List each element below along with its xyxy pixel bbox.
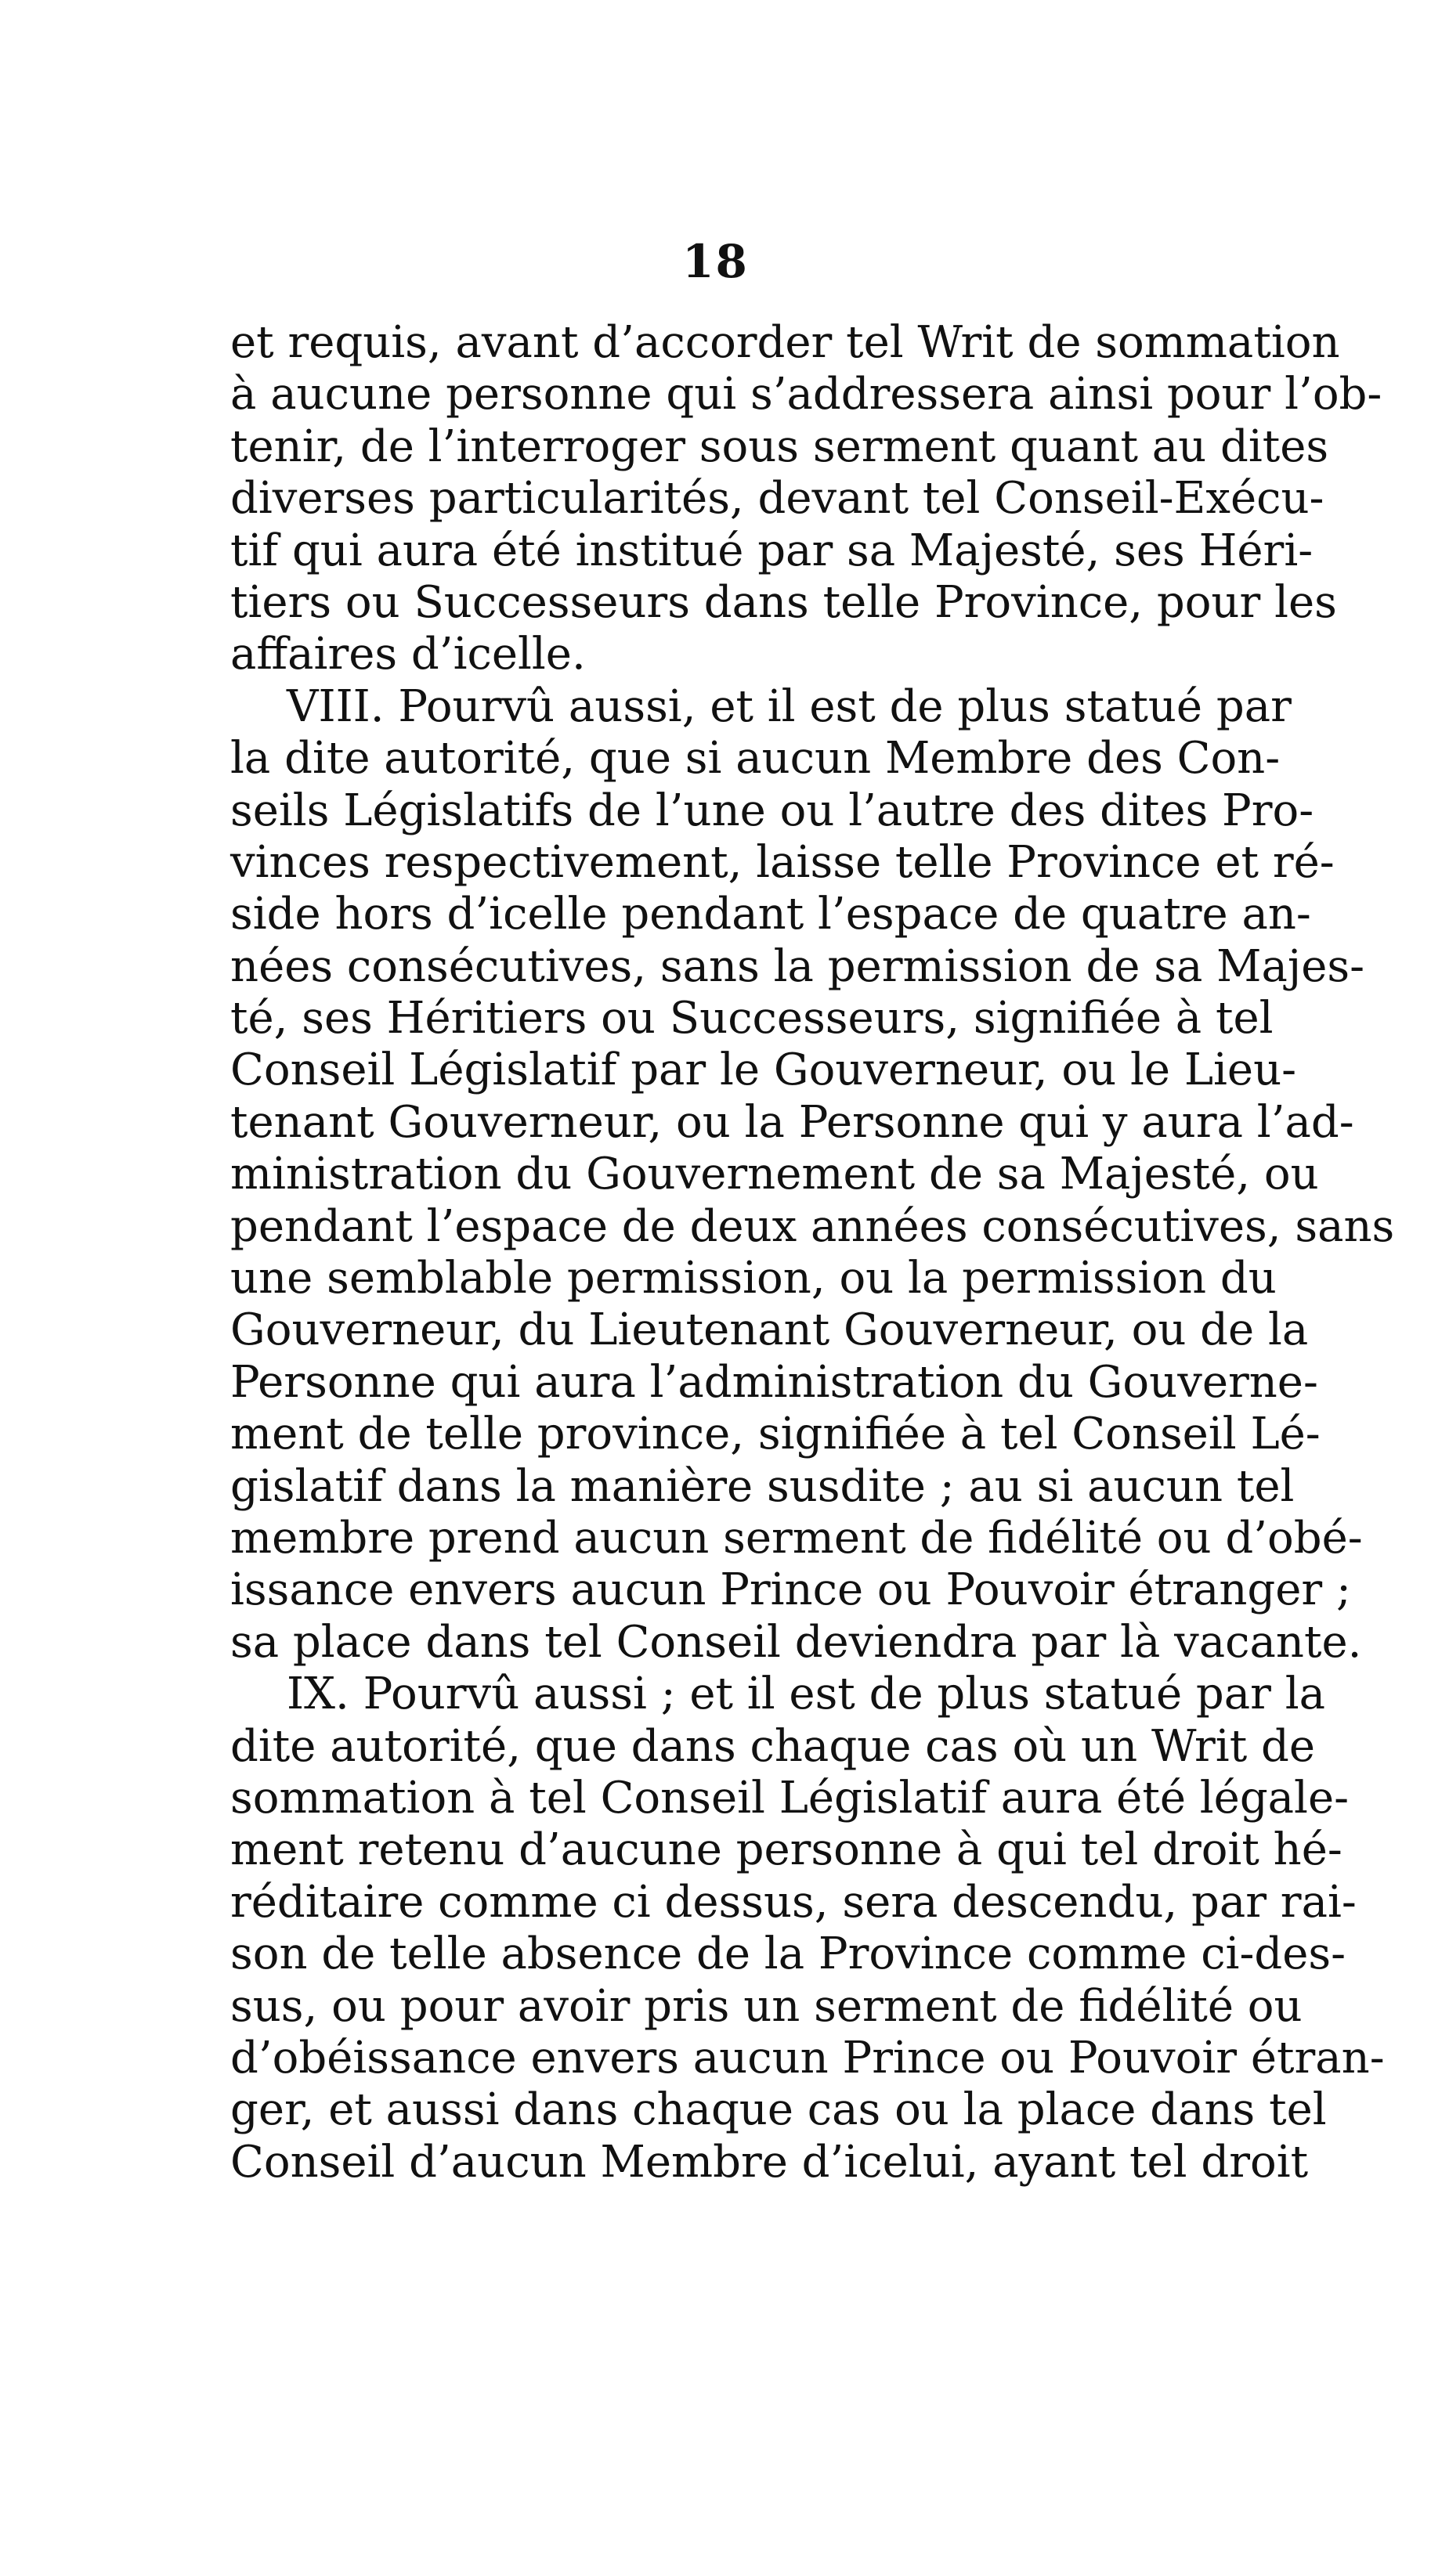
text-line: Conseil Législatif par le Gouverneur, ou le Lieu- (230, 1044, 1297, 1096)
text-line: ger, et aussi dans chaque cas ou la place dans tel (230, 2084, 1327, 2136)
text-line: side hors d’icelle pendant l’espace de quatre an- (230, 889, 1311, 940)
text-line: Conseil d’aucun Membre d’icelui, ayant tel droit (230, 2136, 1309, 2188)
section-ix-heading-line: IX. Pourvû aussi ; et il est de plus statué par la (287, 1669, 1326, 1720)
text-line: son de telle absence de la Province comme ci-des- (230, 1928, 1346, 1980)
text-line: sommation à tel Conseil Législatif aura été légale- (230, 1772, 1350, 1824)
text-line: sa place dans tel Conseil deviendra par là vacante. (230, 1616, 1362, 1668)
text-line: tenant Gouverneur, ou la Personne qui y aura l’ad- (230, 1096, 1354, 1148)
text-line: tenir, de l’interroger sous serment quant au dites (230, 420, 1329, 472)
page-number: 18 (682, 235, 749, 288)
text-line: seils Législatifs de l’une ou l’autre des dites Pro- (230, 785, 1314, 836)
text-line: issance envers aucun Prince ou Pouvoir étranger ; (230, 1564, 1351, 1616)
text-line: membre prend aucun serment de fidélité ou d’obé- (230, 1512, 1363, 1564)
text-line: ministration du Gouvernement de sa Majesté, ou (230, 1149, 1319, 1200)
text-line: té, ses Héritiers ou Successeurs, signifiée à tel (230, 993, 1274, 1044)
section-viii-heading-line: VIII. Pourvû aussi, et il est de plus statué par (287, 680, 1292, 732)
text-line: Gouverneur, du Lieutenant Gouverneur, ou de la (230, 1304, 1309, 1356)
text-line: et requis, avant d’accorder tel Writ de sommation (230, 317, 1340, 368)
text-line: gislatif dans la manière susdite ; au si aucun tel (230, 1460, 1295, 1512)
text-line: ment de telle province, signifiée à tel Conseil Lé- (230, 1409, 1321, 1460)
text-line: réditaire comme ci dessus, sera descendu, par rai- (230, 1876, 1357, 1928)
text-line: dite autorité, que dans chaque cas où un Writ de (230, 1720, 1315, 1772)
text-line: tif qui aura été institué par sa Majesté, ses Héri- (230, 525, 1314, 576)
text-line: la dite autorité, que si aucun Membre des Con- (230, 733, 1281, 785)
text-line: tiers ou Successeurs dans telle Province, pour les (230, 576, 1337, 628)
text-line: à aucune personne qui s’addressera ainsi pour l’ob- (230, 369, 1382, 420)
text-line: vinces respectivement, laisse telle Province et ré- (230, 836, 1335, 888)
body-text (230, 317, 1395, 2188)
text-line: d’obéissance envers aucun Prince ou Pouvoir étran- (230, 2032, 1385, 2084)
text-line: nées consécutives, sans la permission de sa Majes- (230, 940, 1365, 992)
text-line: ment retenu d’aucune personne à qui tel droit hé- (230, 1824, 1342, 1876)
text-line: diverses particularités, devant tel Conseil-Exécu- (230, 473, 1324, 525)
text-line: affaires d’icelle. (230, 629, 586, 680)
text-line: une semblable permission, ou la permission du (230, 1253, 1277, 1304)
text-line: pendant l’espace de deux années consécutives, sans (230, 1200, 1395, 1252)
text-line: sus, ou pour avoir pris un serment de fidélité ou (230, 1980, 1303, 2032)
text-line: Personne qui aura l’administration du Gouverne- (230, 1356, 1318, 1408)
